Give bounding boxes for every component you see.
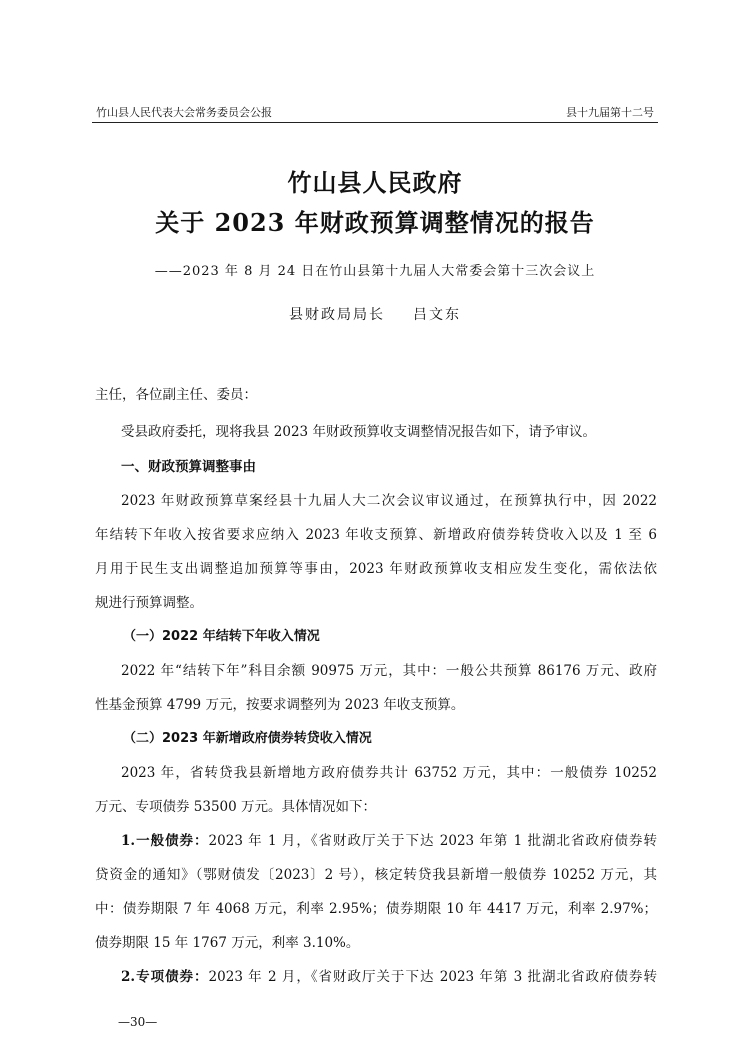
item1-label: 1.一般债券： xyxy=(121,833,209,849)
subsection2-line: 万元、专项债券 53500 万元。具体情况如下： xyxy=(95,799,377,815)
item1-text: 2023 年 1 月，《省财政厅关于下达 2023 年第 1 批湖北省政府债券转 xyxy=(208,833,657,849)
subsection2-heading: （二）2023 年新增政府债券转贷收入情况 xyxy=(123,731,372,746)
subsection1-heading: （一）2022 年结转下年收入情况 xyxy=(123,629,320,644)
subsection1-line: 2022 年“结转下年”科目余额 90975 万元，其中：一般公共预算 86176 万元、政府 xyxy=(121,663,657,679)
title-line-2: 关于 2023 年财政预算调整情况的报告 xyxy=(155,208,595,237)
section1-line: 月用于民生支出调整追加预算等事由，2023 年财政预算收支相应发生变化，需依法依 xyxy=(95,561,657,577)
intro-paragraph: 受县政府委托，现将我县 2023 年财政预算收支调整情况报告如下，请予审议。 xyxy=(121,424,596,440)
subsection2-line: 2023 年，省转贷我县新增地方政府债券共计 63752 万元，其中：一般债券 10252 xyxy=(121,765,657,781)
item1-line: 贷资金的通知》（鄂财债发〔2023〕2 号），核定转贷我县新增一般债券 10252 万元，其 xyxy=(95,867,657,883)
speaker xyxy=(0,304,750,324)
header-right: 县十九届第十二号 xyxy=(566,106,654,119)
section1-line: 2023 年财政预算草案经县十九届人大二次会议审议通过，在预算执行中，因 2022 xyxy=(121,493,657,509)
item2-first-line xyxy=(95,965,657,985)
title-line-1: 竹山县人民政府 xyxy=(287,168,463,197)
section1-line: 规进行预算调整。 xyxy=(95,595,203,611)
subtitle: ——2023 年 8 月 24 日在竹山县第十九届人大常委会第十三次会议上 xyxy=(154,264,596,279)
item1-line: 中：债券期限 7 年 4068 万元，利率 2.95%；债券期限 10 年 4417 万元，利率 2.97%； xyxy=(95,901,657,917)
section1-heading: 一、财政预算调整事由 xyxy=(121,459,256,475)
header-divider xyxy=(92,122,658,123)
subsection1-line: 性基金预算 4799 万元，按要求调整列为 2023 年收支预算。 xyxy=(95,697,465,713)
page-number: —30— xyxy=(118,1015,158,1029)
header-left: 竹山县人民代表大会常务委员会公报 xyxy=(96,106,272,119)
item1-line: 债券期限 15 年 1767 万元，利率 3.10%。 xyxy=(95,935,360,951)
item1-first-line xyxy=(95,829,657,849)
speaker-name: 吕文东 xyxy=(413,307,461,323)
salutation: 主任，各位副主任、委员： xyxy=(95,387,257,403)
section1-line: 年结转下年收入按省要求应纳入 2023 年收支预算、新增政府债券转贷收入以及 1 至 6 xyxy=(95,527,657,543)
speaker-role: 县财政局局长 xyxy=(289,307,385,323)
item2-text: 2023 年 2 月，《省财政厅关于下达 2023 年第 3 批湖北省政府债券转 xyxy=(208,969,657,985)
item2-label: 2.专项债券： xyxy=(121,969,209,985)
